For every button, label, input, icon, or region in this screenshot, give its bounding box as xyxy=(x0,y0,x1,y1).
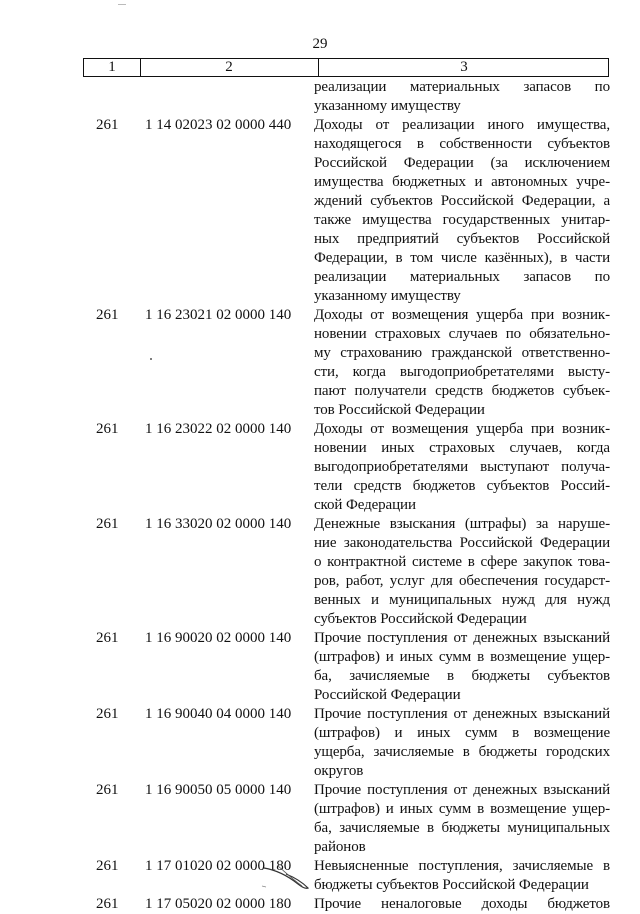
description-line: Российской Федерации xyxy=(314,687,461,703)
description-line: Доходы от возмещения ущерба при возник- xyxy=(314,421,610,437)
table-row xyxy=(0,420,640,515)
row-budget-code: 1 17 05020 02 0000 180 xyxy=(145,896,292,912)
description-line: Доходы от реализации иного имущества, xyxy=(314,117,610,133)
description-line: сти, когда выгодоприобретателями высту- xyxy=(314,364,610,380)
description-line: находящегося в собственности субъектов xyxy=(314,136,610,152)
description-line: Прочие поступления от денежных взысканий xyxy=(314,706,610,722)
description-line: ущерба, зачисляемые в бюджеты городских xyxy=(314,744,610,760)
header-col-2: 2 xyxy=(140,59,319,76)
row-description xyxy=(314,857,610,895)
row-description xyxy=(314,705,610,781)
row-budget-code: 1 17 01020 02 0000 180 xyxy=(145,858,292,874)
row-budget-code: 1 16 33020 02 0000 140 xyxy=(145,516,292,532)
table-row xyxy=(0,116,640,306)
row-description xyxy=(314,515,610,629)
row-admin-code: 261 xyxy=(96,307,119,323)
row-budget-code: 1 16 23021 02 0000 140 xyxy=(145,307,292,323)
table-row xyxy=(0,781,640,857)
description-line: ждений субъектов Российской Федерации, а xyxy=(314,193,610,209)
row-budget-code: 1 16 90050 05 0000 140 xyxy=(145,782,292,798)
row-admin-code: 261 xyxy=(96,516,119,532)
row-description xyxy=(314,116,610,306)
row-admin-code: 261 xyxy=(96,421,119,437)
description-line: ба, зачисляемые в бюджеты муниципальных xyxy=(314,820,610,836)
row-admin-code: 261 xyxy=(96,858,119,874)
row-description xyxy=(314,306,610,420)
description-line: венных и муниципальных нужд для нужд xyxy=(314,592,610,608)
description-line: тов Российской Федерации xyxy=(314,402,485,418)
description-line: Прочие поступления от денежных взысканий xyxy=(314,782,610,798)
table-row xyxy=(0,857,640,895)
description-line: о контрактной системе в сфере закупок това- xyxy=(314,554,610,570)
description-line: ров, работ, услуг для обеспечения государст- xyxy=(314,573,610,589)
scan-artifact xyxy=(118,4,126,5)
description-line: Доходы от возмещения ущерба при возник- xyxy=(314,307,610,323)
row-description xyxy=(314,629,610,705)
description-line: Прочие неналоговые доходы бюджетов xyxy=(314,896,610,912)
description-line: районов xyxy=(314,839,366,855)
row-budget-code: 1 16 23022 02 0000 140 xyxy=(145,421,292,437)
description-line: (штрафов) и иных сумм в возмещение xyxy=(314,725,610,741)
row-budget-code: 1 16 90040 04 0000 140 xyxy=(145,706,292,722)
header-col-3: 3 xyxy=(460,59,468,75)
row-budget-code: 1 14 02023 02 0000 440 xyxy=(145,117,292,133)
row-admin-code: 261 xyxy=(96,630,119,646)
table-row xyxy=(0,629,640,705)
description-line: Денежные взыскания (штрафы) за наруше- xyxy=(314,516,610,532)
description-line: ба, зачисляемые в бюджеты субъектов xyxy=(314,668,610,684)
table-row xyxy=(0,306,640,420)
page-number: 29 xyxy=(312,36,328,52)
header-col-1: 1 xyxy=(84,59,141,76)
description-line: ных предприятий субъектов Российской xyxy=(314,231,610,247)
row-admin-code: 261 xyxy=(96,706,119,722)
description-line: бюджеты субъектов Российской Федерации xyxy=(314,877,589,893)
table-row xyxy=(0,705,640,781)
description-line: тели средств бюджетов субъектов Россий- xyxy=(314,478,610,494)
scan-dot xyxy=(150,358,152,360)
description-line: также имущества государственных унитар- xyxy=(314,212,610,228)
description-line: ской Федерации xyxy=(314,497,416,513)
description-line: му страхованию гражданской ответственно- xyxy=(314,345,610,361)
table-header xyxy=(83,58,609,77)
row-description xyxy=(314,78,610,116)
row-admin-code: 261 xyxy=(96,782,119,798)
row-budget-code: 1 16 90020 02 0000 140 xyxy=(145,630,292,646)
table-row xyxy=(0,515,640,629)
description-line: реализации материальных запасов по xyxy=(314,269,610,285)
description-line: указанному имуществу xyxy=(314,98,461,114)
description-line: новении страховых случаев по обязательно- xyxy=(314,326,610,342)
continuation-row xyxy=(0,78,640,116)
row-admin-code: 261 xyxy=(96,896,119,912)
description-line: Федерации, в том числе казённых), в части xyxy=(314,250,610,266)
description-line: указанному имуществу xyxy=(314,288,461,304)
description-line: имущества бюджетных и автономных учре- xyxy=(314,174,610,190)
row-description xyxy=(314,781,610,857)
description-line: Российской Федерации (за исключением xyxy=(314,155,610,171)
description-line: пают получатели средств бюджетов субъек- xyxy=(314,383,610,399)
description-line: Невыясненные поступления, зачисляемые в xyxy=(314,858,610,874)
description-line: (штрафов) и иных сумм в возмещение ущер- xyxy=(314,649,610,665)
description-line: выгодоприобретателями выступают получа- xyxy=(314,459,610,475)
description-line: (штрафов) и иных сумм в возмещение ущер- xyxy=(314,801,610,817)
description-line: реализации материальных запасов по xyxy=(314,79,610,95)
description-line: новении иных страховых случаев, когда xyxy=(314,440,610,456)
signature-mark xyxy=(258,862,318,892)
description-line: ние законодательства Российской Федерации xyxy=(314,535,610,551)
description-line: округов xyxy=(314,763,364,779)
table-body xyxy=(0,78,640,914)
description-line: Прочие поступления от денежных взысканий xyxy=(314,630,610,646)
row-admin-code: 261 xyxy=(96,117,119,133)
row-description xyxy=(314,420,610,515)
description-line: субъектов Российской Федерации xyxy=(314,611,527,627)
